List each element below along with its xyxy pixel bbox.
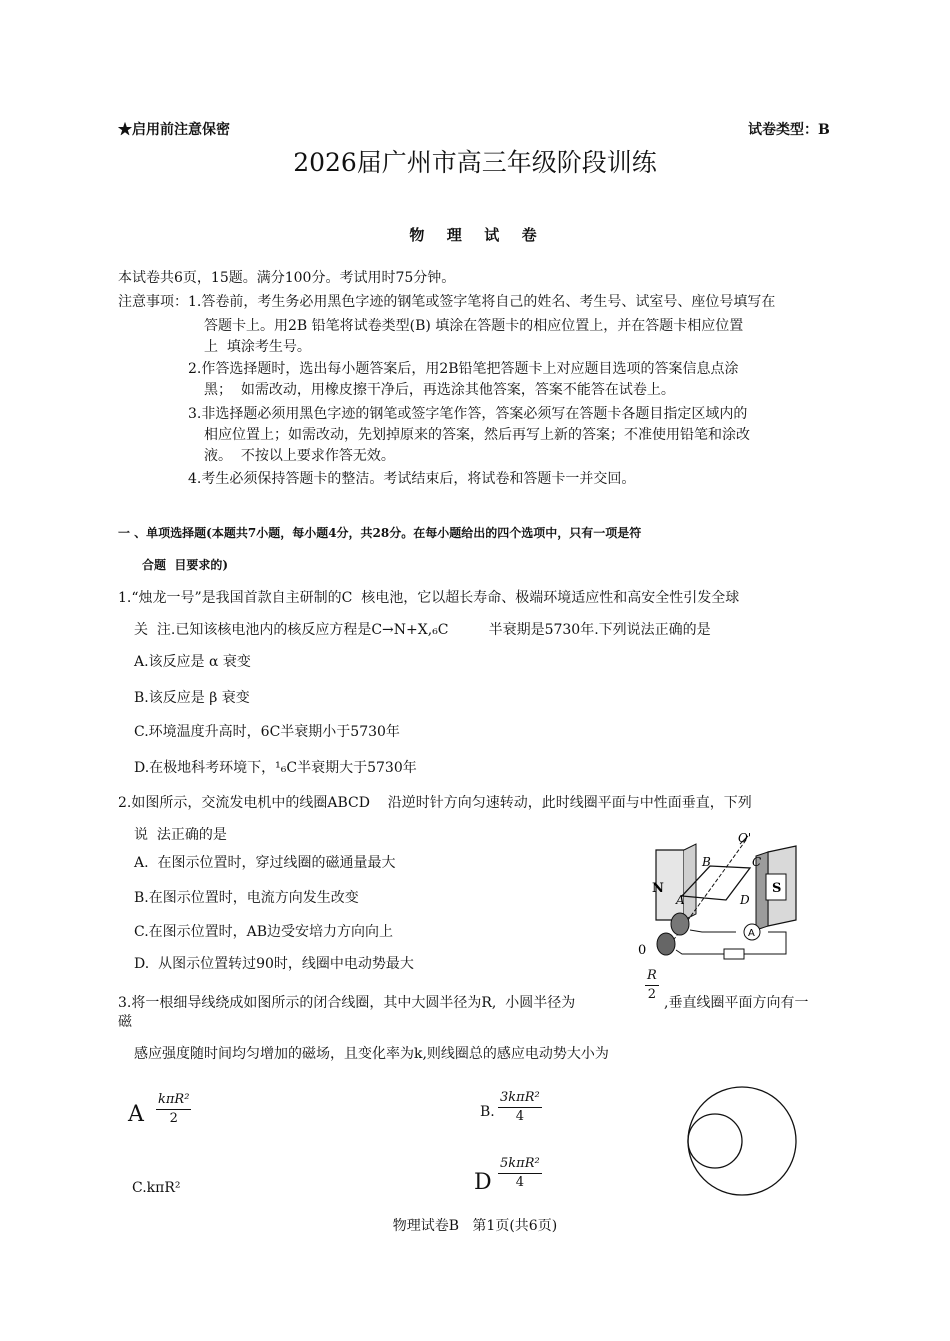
- coil-figure: [680, 1084, 804, 1198]
- q3-option-b-num: 3kπR²: [500, 1090, 540, 1105]
- q3-option-d-fraction: [498, 1156, 542, 1191]
- q2-option-b: B.在图示位置时，电流方向发生改变: [134, 890, 359, 906]
- q3-option-a-letter: A: [128, 1102, 144, 1127]
- q1-stem-cont: 关 注.已知该核电池内的核反应方程是C→N+X,₆C 半衰期是5730年.下列说法正确的是: [134, 622, 711, 638]
- label-o: 0: [638, 943, 647, 958]
- label-a: A: [676, 893, 685, 907]
- q1-option-a: A.该反应是 α 衰变: [134, 654, 251, 670]
- q3-option-c: C.kπR²: [132, 1180, 181, 1196]
- q2-stem: 2.如图所示，交流发电机中的线圈ABCD 沿逆时针方向匀速转动，此时线圈平面与中性面垂直，下列: [118, 795, 752, 811]
- generator-figure: [636, 830, 808, 970]
- notes-line: 上 填涂考生号。: [204, 339, 311, 355]
- notes-line: 液。 不按以上要求作答无效。: [204, 448, 395, 464]
- q3-option-d-letter: D: [474, 1170, 492, 1195]
- q1-stem: 1.“烛龙一号”是我国首款自主研制的C 核电池，它以超长寿命、极端环境适应性和高安全性引发全球: [118, 590, 740, 606]
- page-title: 2026届广州市高三年级阶段训练: [293, 148, 657, 177]
- label-ammeter: A: [748, 928, 755, 939]
- label-s: S: [772, 881, 782, 896]
- q3-option-b-letter: B.: [480, 1104, 495, 1120]
- q3-option-b-fraction: [498, 1090, 542, 1125]
- label-b: B: [702, 855, 711, 869]
- q2-stem-cont: 说 法正确的是: [134, 827, 227, 843]
- paper-type: 试卷类型：B: [748, 122, 830, 138]
- q3-option-a-fraction: [156, 1092, 191, 1127]
- section-heading: 一 、单项选择题(本题共7小题，每小题4分，共28分。在每小题给出的四个选项中，只有一项是符: [118, 526, 642, 540]
- q3-option-d-num: 5kπR²: [500, 1156, 540, 1171]
- notes-line: 答题卡上。用2B 铅笔将试卷类型(B) 填涂在答题卡的相应位置上，并在答题卡相应位置: [204, 318, 744, 334]
- q3-option-a-num: kπR²: [158, 1092, 190, 1107]
- q3-radius-den: 2: [647, 987, 657, 1002]
- notes-line: 注意事项：1.答卷前，考生务必用黑色字迹的钢笔或签字笔将自己的姓名、考生号、试室号、座位号填写在: [118, 294, 776, 310]
- notes-line: 黑； 如需改动，用橡皮擦干净后，再选涂其他答案，答案不能答在试卷上。: [204, 382, 675, 398]
- q3-stem-cont: 感应强度随时间均匀增加的磁场，且变化率为k,则线圈总的感应电动势大小为: [134, 1046, 609, 1062]
- q3-stem-post: ,垂直线圈平面方向有一: [664, 995, 809, 1011]
- label-d: D: [740, 893, 750, 907]
- confidential-label: ★启用前注意保密: [118, 122, 230, 138]
- page-footer: 物理试卷B 第1页(共6页): [392, 1218, 558, 1234]
- q3-radius-num: R: [647, 968, 657, 983]
- label-n: N: [652, 881, 664, 896]
- q3-option-d-den: 4: [515, 1175, 524, 1190]
- q1-option-c: C.环境温度升高时，6C半衰期小于5730年: [134, 724, 400, 740]
- notes-line: 4.考生必须保持答题卡的整洁。考试结束后，将试卷和答题卡一并交回。: [188, 471, 636, 487]
- label-o-prime: O': [738, 831, 752, 845]
- q3-option-b-den: 4: [515, 1109, 524, 1124]
- q3-stem-tail: 磁: [118, 1014, 132, 1030]
- q2-option-d: D. 从图示位置转过90时，线圈中电动势最大: [134, 956, 414, 972]
- q3-stem: 3.将一根细导线绕成如图所示的闭合线圈，其中大圆半径为R, 小圆半径为: [118, 995, 576, 1011]
- q2-option-a: A. 在图示位置时，穿过线圈的磁通量最大: [134, 855, 396, 871]
- notes-line: 相应位置上；如需改动，先划掉原来的答案，然后再写上新的答案；不准使用铅笔和涂改: [204, 427, 750, 443]
- notes-line: 3.非选择题必须用黑色字迹的钢笔或签字笔作答，答案必须写在答题卡各题目指定区域内的: [188, 406, 748, 422]
- q1-option-d: D.在极地科考环境下，¹₆C半衰期大于5730年: [134, 760, 417, 776]
- q3-radius-fraction: [645, 968, 659, 1003]
- q1-option-b: B.该反应是 β 衰变: [134, 690, 250, 706]
- label-c: C: [752, 855, 762, 869]
- q2-option-c: C.在图示位置时，AB边受安培力方向向上: [134, 924, 394, 940]
- section-heading-cont: 合题 目要求的): [142, 558, 229, 572]
- q3-option-a-den: 2: [169, 1111, 178, 1126]
- notes-line: 2.作答选择题时，选出每小题答案后，用2B铅笔把答题卡上对应题目选项的答案信息点涂: [188, 361, 739, 377]
- exam-summary: 本试卷共6页，15题。满分100分。考试用时75分钟。: [118, 270, 456, 286]
- subject-title: 物 理 试 卷: [409, 226, 541, 244]
